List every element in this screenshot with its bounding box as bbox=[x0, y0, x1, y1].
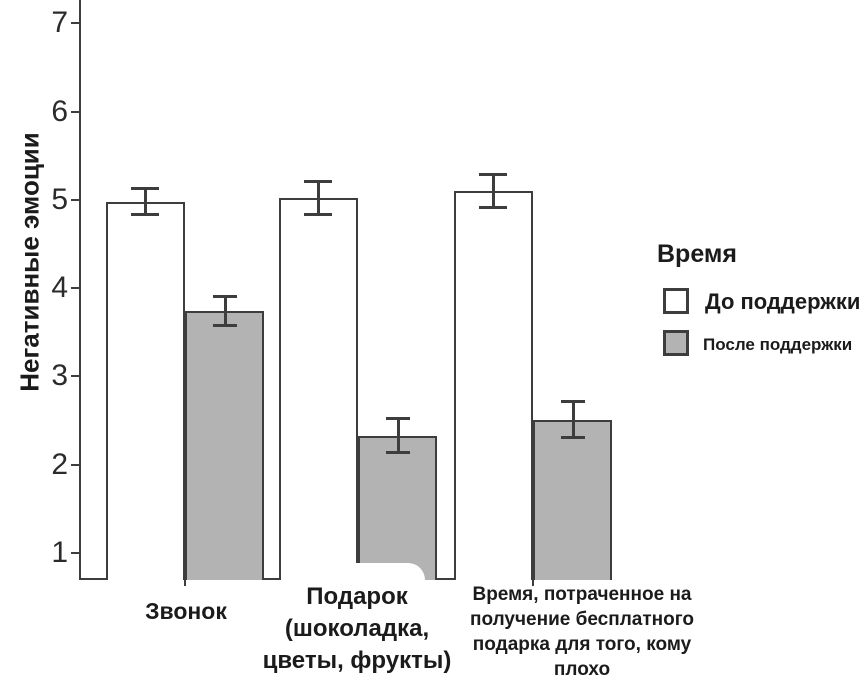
y-tick-label: 6 bbox=[51, 94, 68, 128]
y-tick-mark bbox=[71, 22, 80, 24]
y-axis-title: Негативные эмоции bbox=[14, 132, 45, 392]
error-bar-cap-bottom bbox=[304, 213, 332, 216]
error-bar-cap-bottom bbox=[131, 213, 159, 216]
error-bar-after-group1 bbox=[213, 295, 237, 327]
error-bar-cap-bottom bbox=[386, 451, 410, 454]
error-bar-line bbox=[224, 295, 227, 327]
error-bar-cap-bottom bbox=[561, 436, 585, 439]
x-axis-label-line: Время, потраченное на bbox=[472, 584, 692, 605]
error-bar-line bbox=[397, 417, 400, 454]
y-tick-mark bbox=[71, 111, 80, 113]
error-bar-cap-top bbox=[304, 180, 332, 183]
y-tick-mark bbox=[71, 464, 80, 466]
y-tick-label: 5 bbox=[51, 182, 68, 216]
x-axis-label-line: получение бесплатного bbox=[470, 609, 694, 630]
x-axis-group-label-3 bbox=[432, 582, 732, 677]
x-axis-label-line: (шоколадка, bbox=[284, 615, 430, 642]
bar-after-support-group3 bbox=[533, 420, 612, 580]
y-axis-line bbox=[79, 0, 81, 580]
legend-label-after-support: После поддержки bbox=[703, 335, 853, 354]
y-tick-mark bbox=[71, 199, 80, 201]
error-bar-cap-top bbox=[561, 400, 585, 403]
error-bar-line bbox=[492, 173, 495, 208]
legend-title: Время bbox=[657, 240, 737, 268]
y-tick-label: 1 bbox=[51, 536, 68, 569]
y-tick-label: 4 bbox=[51, 271, 68, 305]
y-tick-label: 3 bbox=[51, 359, 68, 393]
error-bar-cap-top bbox=[131, 187, 159, 190]
error-bar-before-group1 bbox=[131, 187, 159, 215]
x-axis-label-line: плохо bbox=[553, 659, 611, 677]
legend-swatch-after-support bbox=[663, 330, 689, 356]
error-bar-line bbox=[144, 187, 147, 215]
y-tick-mark bbox=[71, 375, 80, 377]
bar-before-support-group1 bbox=[106, 202, 185, 580]
error-bar-cap-top bbox=[386, 417, 410, 420]
y-tick-label: 2 bbox=[51, 447, 68, 481]
y-tick-label: 7 bbox=[51, 6, 68, 40]
error-bar-after-group3 bbox=[561, 400, 585, 439]
y-tick-mark bbox=[71, 287, 80, 289]
error-bar-before-group3 bbox=[479, 173, 507, 208]
bar-after-support-group1 bbox=[185, 311, 264, 580]
legend-swatch-before-support bbox=[663, 288, 689, 314]
y-tick-mark bbox=[71, 552, 80, 554]
legend-label-before-support: До поддержки bbox=[705, 289, 861, 314]
error-bar-cap-top bbox=[213, 295, 237, 298]
x-axis-label-line: цветы, фрукты) bbox=[262, 647, 452, 674]
x-axis-label-line: Подарок bbox=[306, 583, 408, 610]
error-bar-cap-top bbox=[479, 173, 507, 176]
x-axis-label-line: Звонок bbox=[145, 598, 227, 624]
bar-before-support-group3 bbox=[454, 191, 533, 580]
error-bar-line bbox=[317, 180, 320, 215]
x-axis-label-line: подарка для того, кому bbox=[472, 634, 692, 655]
legend bbox=[655, 240, 862, 370]
error-bar-line bbox=[572, 400, 575, 439]
error-bar-before-group2 bbox=[304, 180, 332, 215]
bar-before-support-group2 bbox=[279, 198, 358, 580]
error-bar-cap-bottom bbox=[479, 206, 507, 209]
error-bar-cap-bottom bbox=[213, 324, 237, 327]
bar-after-support-group2 bbox=[358, 436, 437, 580]
error-bar-after-group2 bbox=[386, 417, 410, 454]
